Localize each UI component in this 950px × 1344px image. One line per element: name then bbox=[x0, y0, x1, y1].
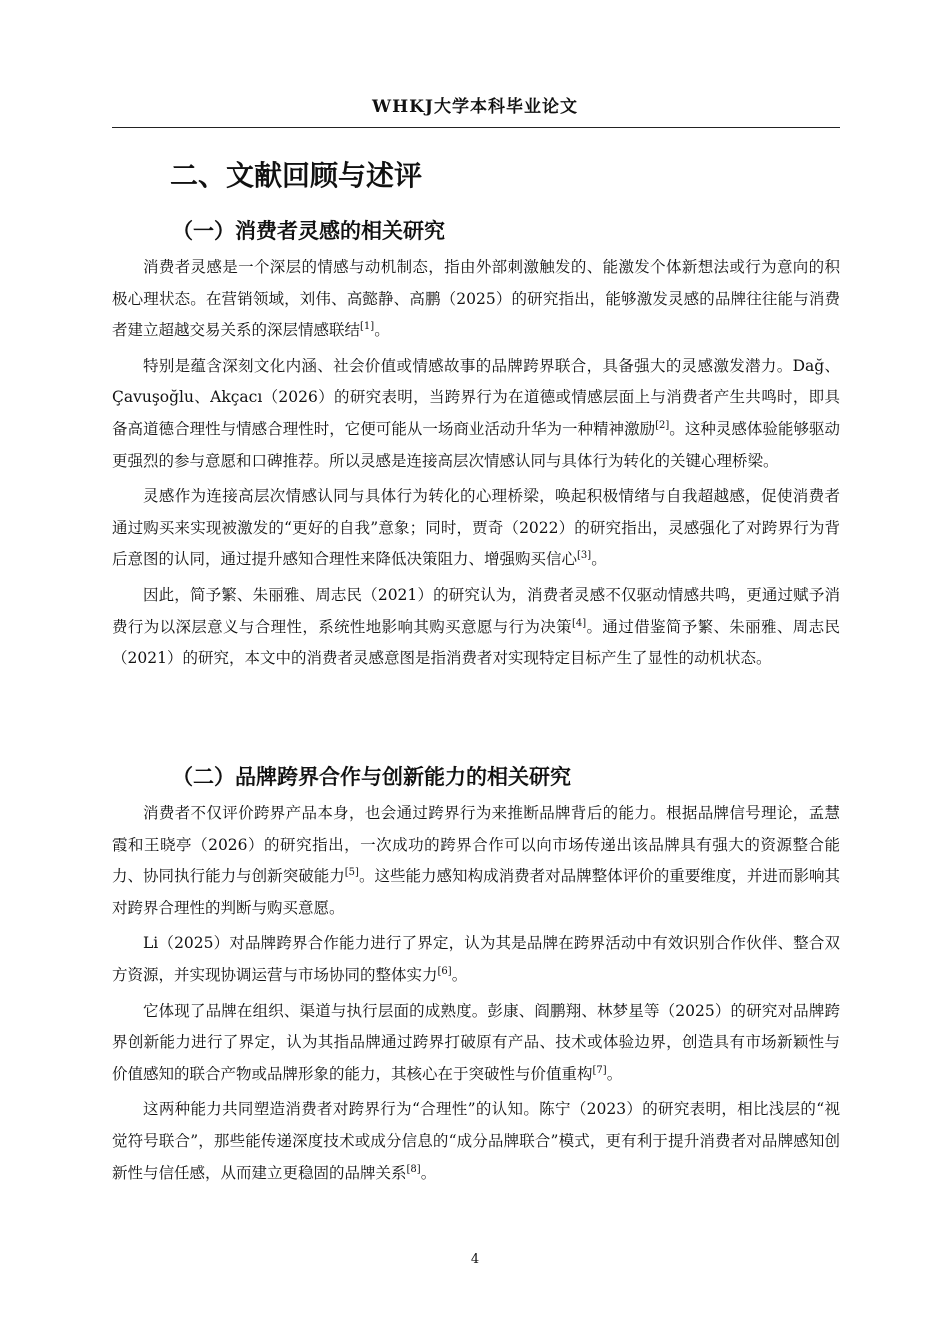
paragraph-text: 这两种能力共同塑造消费者对跨界行为“合理性”的认知。陈宁（2023）的研究表明，相比浅层的“视觉符号联合”，那些能传递深度技术或成分信息的“成分品牌联合”模式，更有利于提升消费者对品牌感知创新性与信任感，从而建立更稳固的品牌关系 bbox=[112, 1100, 840, 1182]
paragraph-text-tail: 。通过借鉴简予繁、朱丽雅、周志民（2021）的研究，本文中的消费者灵感意图是指消费者对实现特定目标产生了显性的动机状态。 bbox=[112, 617, 840, 668]
section-title: （二）品牌跨界合作与创新能力的相关研究 bbox=[172, 765, 571, 789]
body-paragraph bbox=[112, 481, 840, 576]
paragraph-text: 因此，简予繁、朱丽雅、周志民（2021）的研究认为，消费者灵感不仅驱动情感共鸣，更通过赋予消费行为以深层意义与合理性，系统性地影响其购买意愿与行为决策 bbox=[112, 585, 840, 636]
body-paragraph bbox=[112, 798, 840, 924]
citation-ref: [4] bbox=[572, 617, 587, 629]
citation-ref: [5] bbox=[344, 867, 359, 879]
citation-ref: [3] bbox=[577, 550, 592, 562]
chapter-title: 二、文献回顾与述评 bbox=[170, 159, 423, 192]
citation-ref: [8] bbox=[406, 1163, 421, 1175]
body-paragraph bbox=[112, 1094, 840, 1189]
page-number: 4 bbox=[470, 1252, 480, 1267]
paragraph-text-tail: 。这种灵感体验能够驱动更强烈的参与意愿和口碑推荐。所以灵感是连接高层次情感认同与具体行为转化的关键心理桥梁。 bbox=[112, 419, 840, 470]
paragraph-text-tail: 。 bbox=[420, 1163, 437, 1182]
paragraph-text-tail: 。这些能力感知构成消费者对品牌整体评价的重要维度，并进而影响其对跨界合理性的判断与购买意愿。 bbox=[112, 867, 840, 917]
paragraph-text-tail: 。 bbox=[374, 321, 390, 340]
paragraph-text: Li（2025）对品牌跨界合作能力进行了界定，认为其是品牌在跨界活动中有效识别合作伙伴、整合双方资源，并实现协调运营与市场协同的整体实力 bbox=[112, 934, 840, 984]
paragraph-text: 它体现了品牌在组织、渠道与执行层面的成熟度。彭康、阎鹏翔、林梦星等（2025）的研究对品牌跨界创新能力进行了界定，认为其指品牌通过跨界打破原有产品、技术或体验边界，创造具有市场新颖性与价值感知的联合产物或品牌形象的能力，其核心在于突破性与价值重构 bbox=[112, 1001, 840, 1083]
paragraph-text-tail: 。 bbox=[451, 965, 468, 984]
paragraph-text: 特别是蕴含深刻文化内涵、社会价值或情感故事的品牌跨界联合，具备强大的灵感激发潜力。Dağ、Çavuşoğlu、Akçacı（2026）的研究表明，当跨界行为在道德或情感层面上与消费者产生共鸣时，即具备高道德合理性与情感合理性时，它便可能从一场商业活动升华为一种精神激励 bbox=[112, 356, 840, 438]
body-paragraph bbox=[112, 252, 840, 347]
paragraph-text-tail: 。 bbox=[606, 1064, 623, 1083]
body-paragraph bbox=[112, 928, 840, 991]
citation-ref: [2] bbox=[655, 419, 670, 431]
citation-ref: [1] bbox=[360, 321, 375, 333]
paragraph-text-tail: 。 bbox=[591, 550, 607, 569]
paragraph-text: 消费者灵感是一个深层的情感与动机制态，指由外部刺激触发的、能激发个体新想法或行为意向的积极心理状态。在营销领域，刘伟、高懿静、高鹏（2025）的研究指出，能够激发灵感的品牌往往能与消费者建立超越交易关系的深层情感联结 bbox=[112, 258, 840, 340]
paragraph-text: 灵感作为连接高层次情感认同与具体行为转化的心理桥梁，唤起积极情绪与自我超越感，促使消费者通过购买来实现被激发的“更好的自我”意象；同时，贾奇（2022）的研究指出，灵感强化了对跨界行为背后意图的认同，通过提升感知合理性来降低决策阻力、增强购买信心 bbox=[112, 487, 840, 569]
paragraph-text: 消费者不仅评价跨界产品本身，也会通过跨界行为来推断品牌背后的能力。根据品牌信号理论，孟慧霞和王晓亭（2026）的研究指出，一次成功的跨界合作可以向市场传递出该品牌具有强大的资源整合能力、协同执行能力与创新突破能力 bbox=[112, 804, 840, 886]
body-paragraph bbox=[112, 580, 840, 675]
body-paragraph bbox=[112, 351, 840, 477]
body-paragraph bbox=[112, 996, 840, 1091]
section-title: （一）消费者灵感的相关研究 bbox=[172, 219, 445, 243]
citation-ref: [6] bbox=[437, 965, 452, 977]
section-brand-crossover-capability bbox=[112, 762, 840, 1193]
running-header: WHKJ大学本科毕业论文 bbox=[372, 97, 578, 117]
citation-ref: [7] bbox=[592, 1064, 607, 1076]
section-consumer-inspiration bbox=[112, 216, 840, 679]
header-rule bbox=[112, 127, 840, 128]
